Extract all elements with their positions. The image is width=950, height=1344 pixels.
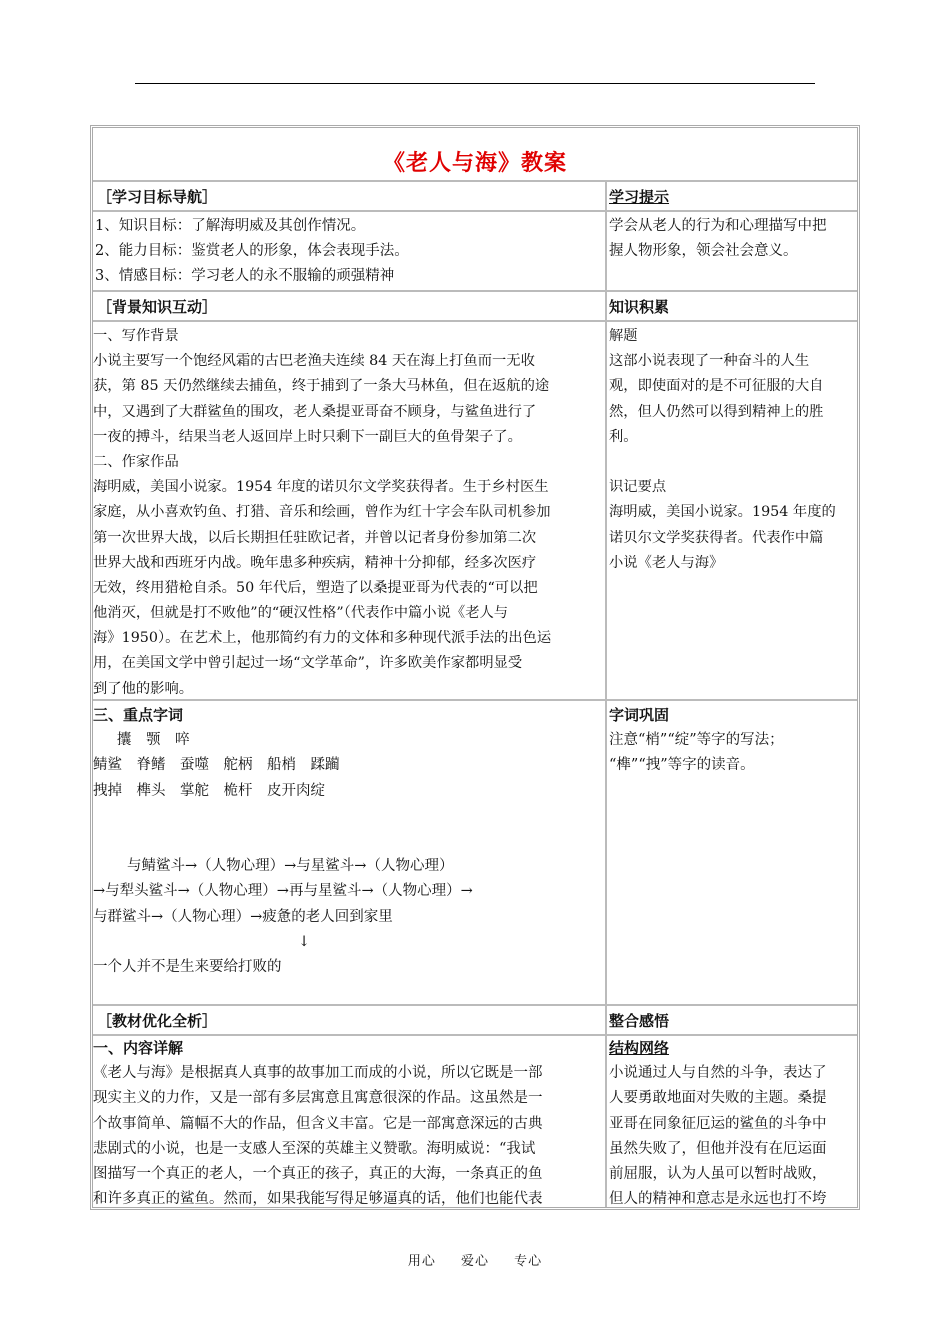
content-analysis-subheader: 一、内容详解 — [93, 1039, 184, 1057]
background-line: 第一次世界大战，以后长期担任驻欧记者，并曾以记者身份参加第二次 — [93, 529, 537, 546]
section2-right-header-cell — [607, 292, 859, 320]
key-words-header: 三、重点字词 — [93, 706, 184, 724]
textbook-analysis-header: ［教材优化全析］ — [97, 1012, 218, 1030]
knowledge-line: 小说《老人与海》 — [609, 554, 724, 571]
flow-conclusion: 一个人并不是生来要给打败的 — [93, 958, 282, 975]
network-line: 前屈服，认为人虽可以暂时战败， — [609, 1165, 827, 1182]
network-line: 亚哥在同象征厄运的鲨鱼的斗争中 — [609, 1115, 827, 1132]
word-review-cell — [607, 703, 861, 1003]
footer-word: 爱心 — [460, 1254, 489, 1269]
network-line: 小说通过人与自然的斗争，表达了 — [609, 1065, 827, 1082]
knowledge-line: 观，即使面对的是不可征服的大自 — [609, 378, 824, 395]
learning-tips-header: 学习提示 — [609, 188, 670, 206]
section4-right-header-cell — [607, 1006, 859, 1034]
background-line: 中，又遇到了大群鲨鱼的围攻，老人桑提亚哥奋不顾身，与鲨鱼进行了 — [93, 403, 537, 420]
knowledge-line: 这部小说表现了一种奋斗的人生 — [609, 353, 810, 370]
knowledge-line: 然，但人仍然可以得到精神上的胜 — [609, 403, 824, 420]
structure-network-subheader: 结构网络 — [609, 1039, 670, 1057]
knowledge-line — [609, 450, 861, 475]
flow-line: 与群鲨斗→（人物心理）→疲惫的老人回到家里 — [93, 908, 393, 925]
tip-line: 握人物形象，领会社会意义。 — [609, 243, 798, 260]
word-review-header: 字词巩固 — [609, 706, 670, 724]
word-review-line: 注意“梢”“绽”等字的写法； — [609, 732, 784, 749]
content-analysis-body — [93, 1036, 603, 1207]
lesson-plan-table — [90, 125, 860, 1210]
analysis-line: 悲剧式的小说，也是一支感人至深的英雄主义赞歌。海明威说：“我试 — [93, 1140, 536, 1157]
tip-line: 学会从老人的行为和心理描写中把 — [609, 218, 827, 234]
knowledge-line: 海明威，美国小说家。1954 年度的 — [609, 504, 836, 521]
background-line: 家庭，从小喜欢钓鱼、打猎、音乐和绘画，曾作为红十字会车队司机参加 — [93, 504, 551, 521]
page-footer — [0, 1250, 950, 1269]
learning-goals-header: ［学习目标导航］ — [97, 188, 218, 206]
background-line: 小说主要写一个饱经风霜的古巴老渔夫连续 84 天在海上打鱼而一无收 — [93, 353, 535, 370]
learning-goals-body — [93, 214, 603, 290]
page-header-rule — [135, 83, 815, 84]
flow-line: →与犁头鲨斗→（人物心理）→再与星鲨斗→（人物心理）→ — [93, 883, 473, 900]
knowledge-line: 诺贝尔文学奖获得者。代表作中篇 — [609, 529, 824, 546]
word-line: 鲭鲨 脊鳍 蚕噬 舵柄 船梢 蹂躏 — [93, 757, 340, 774]
background-line: 一、写作背景 — [93, 328, 179, 344]
background-line: 到了他的影响。 — [93, 680, 194, 697]
network-line: 人要勇敢地面对失败的主题。桑提 — [609, 1090, 827, 1107]
background-line: 海》1950）。在艺术上，他那简约有力的文体和多种现代派手法的出色运 — [93, 630, 552, 647]
section4-left-header-cell — [93, 1006, 603, 1034]
background-line: 二、作家作品 — [93, 453, 179, 470]
learning-tips-body — [607, 214, 861, 290]
background-body — [93, 324, 603, 699]
goal-line: 3、情感目标：学习老人的永不服输的顽强精神 — [95, 268, 395, 285]
knowledge-header: 知识积累 — [609, 298, 670, 316]
word-line: 拽掉 榫头 掌舵 桅杆 皮开肉绽 — [93, 782, 325, 799]
knowledge-body — [607, 324, 861, 699]
background-line: 无效，终用猎枪自杀。50 年代后，塑造了以桑提亚哥为代表的“可以把 — [93, 579, 538, 596]
flow-line: 与鲭鲨斗→（人物心理）→与星鲨斗→（人物心理） — [127, 858, 454, 875]
knowledge-line: 识记要点 — [609, 479, 667, 496]
analysis-line: 图描写一个真正的老人，一个真正的孩子，真正的大海，一条真正的鱼 — [93, 1165, 543, 1182]
background-line: 世界大战和西班牙内战。晚年患多种疾病，精神十分抑郁，经多次医疗 — [93, 554, 537, 571]
footer-word: 用心 — [407, 1254, 436, 1269]
structure-network-body — [607, 1036, 861, 1207]
analysis-line: 和许多真正的鲨鱼。然而，如果我能写得足够逼真的话，他们也能代表 — [93, 1191, 543, 1207]
network-line: 虽然失败了，但他并没有在厄运面 — [609, 1140, 827, 1157]
integration-header: 整合感悟 — [609, 1012, 670, 1030]
flow-down-arrow: ↓ — [298, 933, 311, 950]
row-divider — [93, 320, 857, 322]
background-line: 一夜的搏斗，结果当老人返回岸上时只剩下一副巨大的鱼骨架子了。 — [93, 428, 522, 445]
knowledge-line: 利。 — [609, 428, 638, 445]
analysis-line: 《老人与海》是根据真人真事的故事加工而成的小说，所以它既是一部 — [93, 1065, 543, 1082]
section1-left-header-cell — [93, 182, 603, 210]
section1-right-header-cell — [607, 182, 859, 210]
section2-left-header-cell — [93, 292, 603, 320]
analysis-line: 现实主义的力作，又是一部有多层寓意且寓意很深的作品。这虽然是一 — [93, 1090, 543, 1107]
background-line: 获，第 85 天仍然继续去捕鱼，终于捕到了一条大马林鱼，但在返航的途 — [93, 378, 550, 395]
background-line: 海明威，美国小说家。1954 年度的诺贝尔文学奖获得者。生于乡村医生 — [93, 479, 549, 496]
background-line: 他消灭，但就是打不败他”的“硬汉性格”（代表作中篇小说《老人与 — [93, 605, 509, 622]
analysis-line: 个故事简单、篇幅不大的作品，但含义丰富。它是一部寓意深远的古典 — [93, 1115, 543, 1132]
knowledge-line: 解题 — [609, 328, 638, 344]
row-divider — [93, 210, 857, 212]
background-header: ［背景知识互动］ — [97, 298, 218, 316]
goal-line: 1、知识目标：了解海明威及其创作情况。 — [95, 218, 366, 234]
word-line: 攮 颚 啐 — [117, 732, 190, 749]
goal-line: 2、能力目标：鉴赏老人的形象，体会表现手法。 — [95, 243, 409, 260]
background-line: 用，在美国文学中曾引起过一场“文学革命”，许多欧美作家都明显受 — [93, 655, 523, 672]
footer-word: 专心 — [514, 1254, 543, 1269]
word-review-line: “榫”“拽”等字的读音。 — [609, 757, 755, 774]
document-title: 《老人与海》教案 — [382, 150, 567, 176]
key-words-cell — [93, 703, 603, 1003]
network-line: 但人的精神和意志是永远也打不垮 — [609, 1191, 827, 1207]
row-divider — [93, 699, 857, 701]
